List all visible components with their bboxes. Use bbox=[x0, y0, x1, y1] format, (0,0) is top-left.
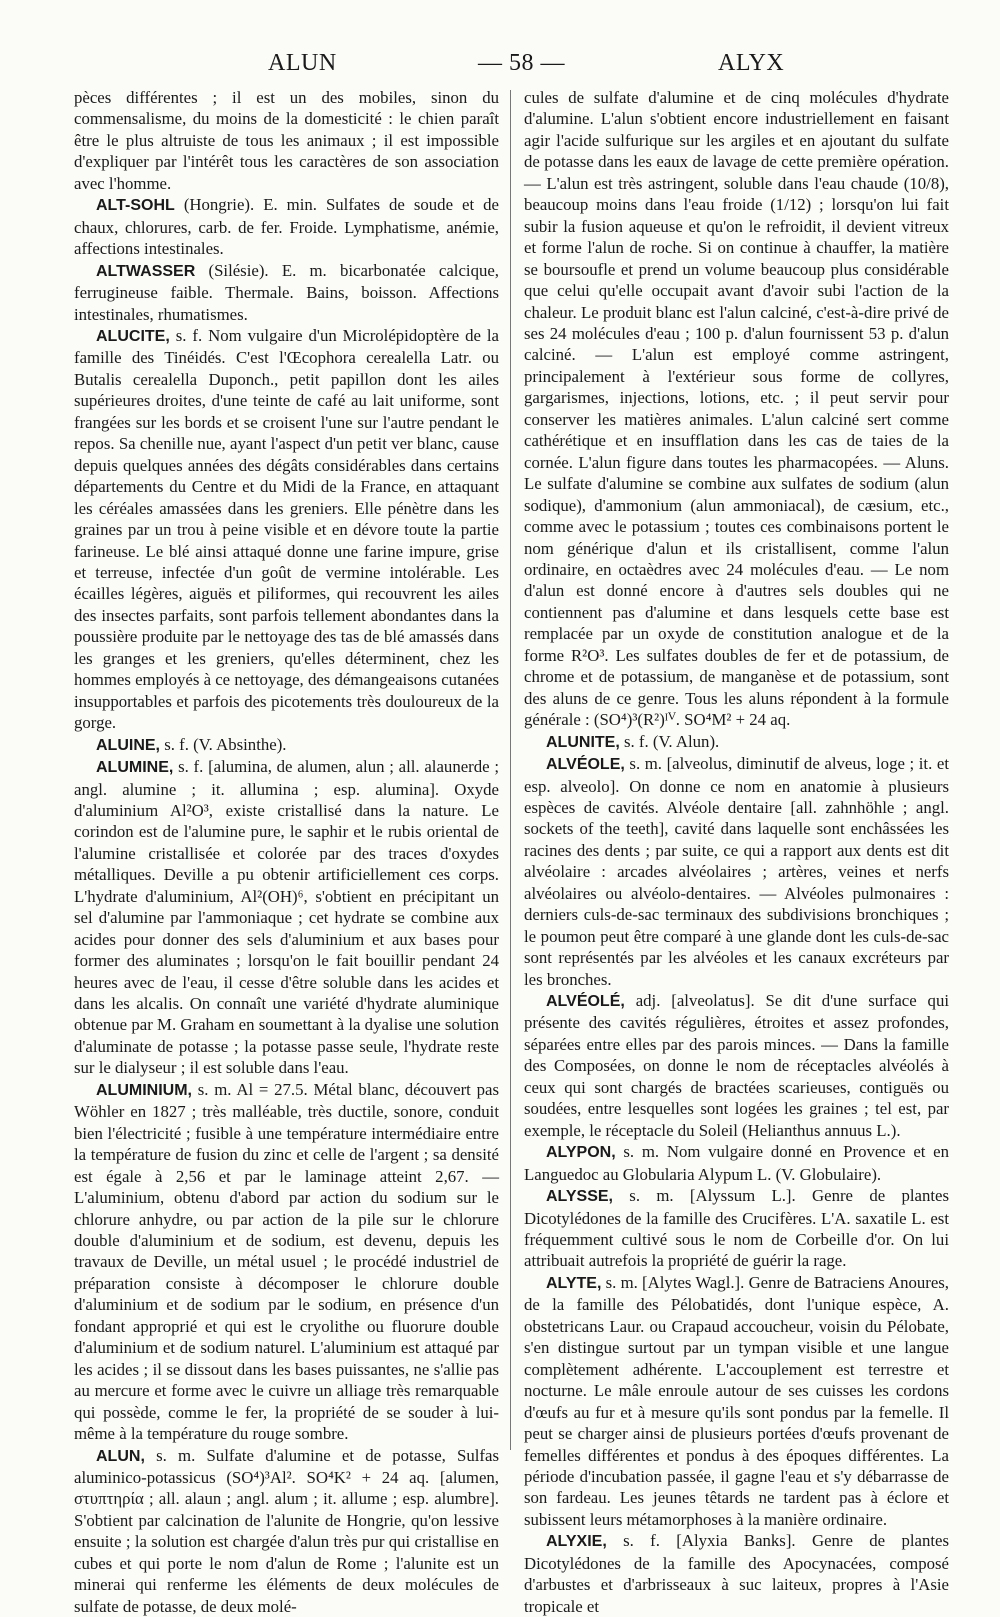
entry-continuation: pèces différentes ; il est un des mobiles, sinon du commensalisme, du moins de la domesticité : le chien paraît être le plus altruiste de tous les animaux ; il est impossible d'expliquer par l'intérêt tous les caractères de son association avec l'homme. bbox=[74, 88, 499, 193]
entry-alucite bbox=[74, 325, 499, 734]
headword: ALVÉOLE, bbox=[546, 756, 625, 774]
headword: ALUCITE, bbox=[96, 327, 170, 345]
headword: ALTWASSER bbox=[96, 262, 196, 280]
entry-alunite bbox=[524, 731, 949, 753]
entry-text: s. m. [Alyssum L.]. Genre de plantes Dicotylédones de la famille des Crucifères. L'A. saxatile L. est fréquemment cultivé sous le nom de Corbeille d'or. On lui attribuait autrefois la propriété de guérir la rage. bbox=[524, 1186, 949, 1271]
headword: ALUN, bbox=[96, 1447, 145, 1465]
entry-alyte bbox=[524, 1272, 949, 1530]
entry-altwasser bbox=[74, 260, 499, 325]
entry-continuation: cules de sulfate d'alumine et de cinq molécules d'hydrate d'alumine. L'alun s'obtient encore industriellement en faisant agir l'acide sulfurique sur les argiles et en ajoutant du sulfate de potasse dans les eaux de lavage de cette première opération. — L'alun est très astringent, soluble dans l'eau chaude (10/8), beaucoup moins dans l'eau froide (1/12) ; lorsqu'on lui fait subir la fusion aqueuse et qu'on le refroidit, il devient vitreux et forme l'alun de roche. Si on continue à chauffer, la matière se boursoufle et prend un volume beaucoup plus considérable que celui qu'elle occupait avant d'avoir subi l'action de la chaleur. Le produit blanc est l'alun calciné, c'est-à-dire privé de ses 24 molécules d'eau ; 100 p. d'alun fournissent 53 p. d'alun calciné. — L'alun est employé comme astringent, principalement à l'extérieur sous forme de collyres, gargarismes, injections, lotions, etc. ; il peut servir pour conserver les matières animales. L'alun calciné sert comme cathérétique et en insufflation dans les cas de taies de la cornée. L'alun figure dans toutes les pharmacopées. — Aluns. Le sulfate d'alumine se combine aux sulfates de sodium (alun sodique), d'ammonium (alun ammoniacal), de cæsium, etc., comme avec le potassium ; toutes ces combinaisons portent le nom générique d'alun et ils cristallisent, comme l'alun ordinaire, en octaèdres avec 24 molécules d'eau. — Le nom d'alun est donné encore à d'autres sels doubles qui ne contiennent pas d'alumine et dans lesquels cette base est remplacée par un oxyde de constitution analogue et de la forme R²O³. Les sulfates doubles de fer et de potassium, de chrome et de potassium, de manganèse et de potassium, sont des aluns de ce genre. Tous les aluns répondent à la formule générale : (SO⁴)³(R²)ᴵⱽ. SO⁴M² + 24 aq. bbox=[524, 88, 949, 730]
left-column bbox=[74, 87, 499, 1616]
entry-text: s. f. [Alyxia Banks]. Genre de plantes Dicotylédones de la famille des Apocynacées, composé d'arbustes et d'arbrisseaux à suc laiteux, propres à l'Asie tropicale et bbox=[524, 1531, 949, 1616]
entry-aluminium bbox=[74, 1079, 499, 1445]
entry-alysse bbox=[524, 1185, 949, 1272]
headword: ALYXIE, bbox=[546, 1533, 607, 1551]
page-number: — 58 — bbox=[478, 50, 565, 76]
headword: ALUMINE, bbox=[96, 759, 174, 777]
headword: ALUINE, bbox=[96, 736, 160, 754]
entry-alveole-adj bbox=[524, 990, 949, 1141]
entry-alt-sohl bbox=[74, 194, 499, 259]
entry-aluine bbox=[74, 734, 499, 756]
headword: ALVÉOLÉ, bbox=[546, 993, 625, 1011]
entry-text: s. m. [Alytes Wagl.]. Genre de Batraciens Anoures, de la famille des Pélobatidés, dont l'unique espèce, A. obstetricans Laur. ou Crapaud accoucheur, voisin du Pélobate, s'en distingue surtout par un tympan visible et une langue complètement adhérente. L'accouplement est terrestre et nocturne. Le mâle enroule autour de ses cuisses les cordons d'œufs au fur et à mesure qu'ils sont pondus par la femelle. Il peut se charger ainsi de plusieurs portées d'œufs provenant de femelles différentes et pondus à des époques différentes. La période d'incubation passée, il gagne l'eau et s'y débarrasse de son fardeau. Les jeunes têtards ne tardent pas à éclore et subissent leurs métamorphoses à la manière ordinaire. bbox=[524, 1272, 949, 1529]
entry-text: s. m. Sulfate d'alumine et de potasse, Sulfas aluminico-potassicus (SO⁴)³Al². SO⁴K² + 24 aq. [alumen, στυπτηρία ; all. alaun ; angl. alum ; it. allume ; esp. alumbre]. S'obtient par calcination de l'alunite de Hongrie, qu'on lessive ensuite ; la solution est chargée d'alun très pur qui cristallise en cubes et qui porte le nom d'alun de Rome ; l'alunite est un minerai qui renferme les éléments de deux molécules de sulfate de potasse, de deux molé- bbox=[74, 1445, 499, 1616]
entry-text: s. f. Nom vulgaire d'un Microlépidoptère de la famille des Tinéidés. C'est l'Œcophora cerealella Latr. ou Butalis cerealella Duponch., petit papillon dont les ailes supérieures droites, d'une teinte de café au lait uniforme, sont frangées sur les bords et se croisent l'une sur l'autre pendant le repos. Sa chenille nue, ayant l'aspect d'un petit ver blanc, cause depuis quelques années des dégâts considérables dans certains départements du Centre et du Midi de la France, en attaquant les céréales amassées dans les greniers. Elle pénètre dans les graines par un trou à peine visible et en dévore toute la partie farineuse. Le blé ainsi attaqué donne une farine impure, grise et terreuse, infectée d'un goût de vermine intolérable. Les écailles légères, aiguës et piliformes, qui recouvrent les ailes des insectes parfaits, sont parfois tellement abondantes dans la poussière produite par le nettoyage des tas de blé amassés dans les granges et les greniers, qu'elles déterminent, chez les hommes employés à ce nettoyage, des démangeaisons cutanées insupportables et parfois des picotements très douloureux de la gorge. bbox=[74, 325, 499, 733]
headword: ALYTE, bbox=[546, 1274, 602, 1292]
entry-alyxie bbox=[524, 1530, 949, 1617]
entry-text: s. m. Al = 27.5. Métal blanc, découvert pas Wöhler en 1827 ; très malléable, très ductile, sonore, conduit bien l'électricité ; fusible à une température intermédiaire entre la température de fusion du zinc et celle de l'argent ; sa densité est égale à 2,56 et par le laminage atteint 2,67. — L'aluminium, obtenu d'abord par action du sodium sur le chlorure anhydre, ou par action de la pile sur le chlorure double d'aluminium et de sodium, est devenu, depuis les travaux de Deville, un métal usuel ; le procédé industriel de préparation consiste à décomposer le chlorure double d'aluminium et de sodium par le sodium, en présence d'un fondant approprié et qui est le cryolithe ou fluorure double d'aluminium et de sodium naturel. L'aluminium est attaqué par les acides ; il se dissout dans les bases puissantes, ne s'allie pas au mercure et forme avec le cuivre un alliage très remarquable qui possède, comme le fer, la propriété de se souder à lui-même à la température du rouge sombre. bbox=[74, 1079, 499, 1444]
entry-alypon bbox=[524, 1141, 949, 1185]
entry-text: adj. [alveolatus]. Se dit d'une surface qui présente des cavités régulières, étroites et assez profondes, séparées entre elles par des parois minces. — Dans la famille des Composées, on donne le nom de réceptacles alvéolés à ceux qui sont chargés de bractées scarieuses, contiguës ou soudées, entre lesquelles sont logées les graines ; tel est, par exemple, le réceptacle du Soleil (Helianthus annuus L.). bbox=[524, 991, 949, 1140]
entry-text: (Hongrie). E. min. Sulfates de soude et de chaux, chlorures, carb. de fer. Froide. Lymphatisme, anémie, affections intestinales. bbox=[74, 195, 499, 259]
page-header bbox=[0, 50, 1000, 90]
entry-text: (Silésie). E. m. bicarbonatée calcique, ferrugineuse faible. Thermale. Bains, boisson. Affections intestinales, rhumatismes. bbox=[74, 260, 499, 324]
entry-alumine bbox=[74, 756, 499, 1079]
headword: ALT-SOHL bbox=[96, 197, 175, 215]
headword: ALYPON, bbox=[546, 1144, 616, 1162]
headword: ALUMINIUM, bbox=[96, 1081, 192, 1099]
entry-alveole bbox=[524, 753, 949, 990]
headword: ALYSSE, bbox=[546, 1188, 613, 1206]
entry-text: s. f. [alumina, de alumen, alun ; all. alaunerde ; angl. alumine ; it. allumina ; esp. alumina]. Oxyde d'aluminium Al²O³, existe cristallisé dans la nature. Le corindon est de l'alumine pure, le saphir et le rubis oriental de l'alumine cristallisée et colorée par des traces d'oxydes métalliques. Deville a pu obtenir artificiellement ces corps. L'hydrate d'aluminium, Al²(OH)⁶, s'obtient en précipitant un sel d'alumine par l'ammoniaque ; cet hydrate se combine aux acides pour donner des sels d'aluminium et aux bases pour former des aluminates ; lorsqu'on le fait bouillir pendant 24 heures avec de l'eau, il cesse d'être soluble dans les acides et dans les alcalis. On connaît une variété d'hydrate aluminique obtenue par M. Graham en soumettant à la dyalise une solution d'aluminate de potasse ; la potasse passe seule, l'hydrate reste sur le dialyseur ; il est soluble dans l'eau. bbox=[74, 757, 499, 1078]
entry-text: s. m. Nom vulgaire donné en Provence et en Languedoc au Globularia Alypum L. (V. Globulaire). bbox=[524, 1142, 949, 1184]
right-column bbox=[524, 87, 949, 1616]
entry-text: s. f. (V. Absinthe). bbox=[160, 734, 287, 754]
entry-text: s. f. (V. Alun). bbox=[619, 731, 720, 751]
entry-alun bbox=[74, 1445, 499, 1617]
entry-text: s. m. [alveolus, diminutif de alveus, loge ; it. et esp. alveolo]. On donne ce nom en anatomie à plusieurs espèces de cavités. Alvéole dentaire [all. zahnhöhle ; angl. sockets of the teeth], cavité dans laquelle sont enchâssées les racines des dents ; par suite, ce qui a rapport aux dents est dit alvéolaire : arcades alvéolaires ; artères, veines et nerfs alvéolaires ou alvéolo-dentaires. — Alvéoles pulmonaires : derniers culs-de-sac terminaux des subdivisions bronchiques ; le poumon peut être comparé à une glande dont les culs-de-sac sont représentés par les alvéoles et les canaux excréteurs par les bronches. bbox=[524, 754, 949, 989]
right-running-head: ALYX bbox=[718, 50, 785, 76]
column-divider bbox=[510, 90, 511, 1450]
left-running-head: ALUN bbox=[268, 50, 337, 76]
headword: ALUNITE, bbox=[546, 733, 620, 751]
